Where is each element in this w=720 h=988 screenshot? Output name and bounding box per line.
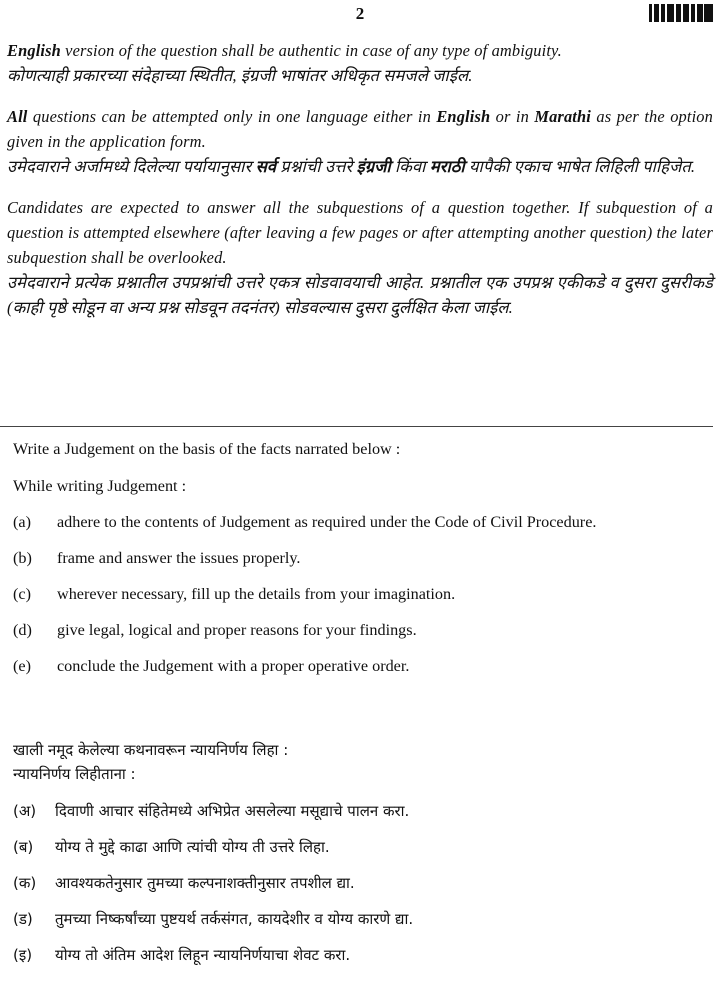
list-item-text: frame and answer the issues properly. <box>57 549 301 567</box>
list-item-label: (a) <box>13 513 31 531</box>
language-note-text-2: or in <box>490 107 535 126</box>
list-item <box>13 872 713 894</box>
list-item-label: (d) <box>13 621 32 639</box>
english-version-note-marathi: कोणत्याही प्रकारच्या संदेहाच्या स्थितीत, इंग्रजी भाषांतर अधिकृत समजले जाईल. <box>7 66 473 85</box>
list-item-label: (ड) <box>13 910 33 928</box>
english-version-text: version of the question shall be authentic in case of any type of ambiguity. <box>60 41 562 60</box>
list-item <box>13 583 713 606</box>
list-item-label: (c) <box>13 585 31 603</box>
list-item <box>13 944 713 966</box>
language-note-marathi <box>7 154 713 179</box>
list-item-label: (b) <box>13 549 32 567</box>
list-item-label: (इ) <box>13 946 33 964</box>
list-item <box>13 619 713 642</box>
task-marathi <box>13 738 713 966</box>
language-note-text-3: as per the option given in the application form. <box>7 107 713 151</box>
list-item <box>13 547 713 570</box>
language-note-mr-1: उमेदवाराने अर्जामध्ये दिलेल्या पर्यायानुसार <box>7 157 256 176</box>
subquestions-note: Candidates are expected to answer all the subquestions of a question together. If subquestion of a question is attempted elsewhere (after leaving a few pages or after attempting another question) the later subquestion shall be overlooked. <box>7 198 713 267</box>
english-version-note <box>7 38 713 63</box>
language-note-mr-3: किंवा <box>390 157 430 176</box>
list-item-text: योग्य तो अंतिम आदेश लिहून न्यायनिर्णयाचा शेवट करा. <box>55 946 351 964</box>
language-note-mr-bold-2: इंग्रजी <box>356 157 391 176</box>
list-item <box>13 800 713 822</box>
task-english <box>13 438 713 678</box>
list-item <box>13 655 713 678</box>
task-heading: Write a Judgement on the basis of the facts narrated below : <box>13 440 401 458</box>
list-item <box>13 908 713 930</box>
list-item-text: योग्य ते मुद्दे काढा आणि त्यांची योग्य ती उत्तरे लिहा. <box>55 838 330 856</box>
list-item-text: wherever necessary, fill up the details from your imagination. <box>57 585 456 603</box>
language-note-mr-4: यापैकी एकाच भाषेत लिहिली पाहिजेत. <box>464 157 696 176</box>
language-note-mr-bold-1: सर्व <box>255 157 277 176</box>
marathi-bold: Marathi <box>534 107 591 126</box>
list-item-text: give legal, logical and proper reasons for your findings. <box>57 621 417 639</box>
section-divider <box>0 426 713 427</box>
list-item-label: (e) <box>13 657 31 675</box>
list-item <box>13 836 713 858</box>
instructions-block <box>7 38 713 320</box>
all-bold: All <box>7 107 28 126</box>
list-item-text: तुमच्या निष्कर्षांच्या पुष्टयर्थ तर्कसंगत, कायदेशीर व योग्य कारणे द्या. <box>55 910 414 928</box>
english-bold: English <box>7 41 61 60</box>
list-item-text: conclude the Judgement with a proper operative order. <box>57 657 410 675</box>
subquestions-note-marathi: उमेदवाराने प्रत्येक प्रश्नातील उपप्रश्नांची उत्तरे एकत्र सोडवावयाची आहेत. प्रश्नातील एक उपप्रश्न एकीकडे व दुसरा दुसरीकडे (काही पृष्ठे सोडून वा अन्य प्रश्न सोडवून तदनंतर) सोडवल्यास दुसरा दुर्लक्षित केला जाईल. <box>7 273 713 317</box>
list-item <box>13 511 713 534</box>
page-number: 2 <box>355 4 365 23</box>
language-note-mr-bold-3: मराठी <box>429 157 465 176</box>
english-bold-2: English <box>436 107 491 126</box>
task-subheading-marathi: न्यायनिर्णय लिहीताना : <box>13 765 136 783</box>
language-note <box>7 104 713 154</box>
language-note-mr-2: प्रश्नांची उत्तरे <box>276 157 357 176</box>
task-subheading: While writing Judgement : <box>13 477 187 495</box>
barcode-mark <box>649 4 713 22</box>
language-note-text-1: questions can be attempted only in one language either in <box>27 107 437 126</box>
list-item-label: (क) <box>13 874 37 892</box>
list-item-label: (अ) <box>13 802 37 820</box>
list-item-text: adhere to the contents of Judgement as required under the Code of Civil Procedure. <box>57 513 597 531</box>
list-item-text: दिवाणी आचार संहितेमध्ये अभिप्रेत असलेल्या मसूद्याचे पालन करा. <box>55 802 410 820</box>
task-heading-marathi: खाली नमूद केलेल्या कथनावरून न्यायनिर्णय लिहा : <box>13 741 289 759</box>
list-item-text: आवश्यकतेनुसार तुमच्या कल्पनाशक्तीनुसार तपशील द्या. <box>55 874 355 892</box>
list-item-label: (ब) <box>13 838 34 856</box>
